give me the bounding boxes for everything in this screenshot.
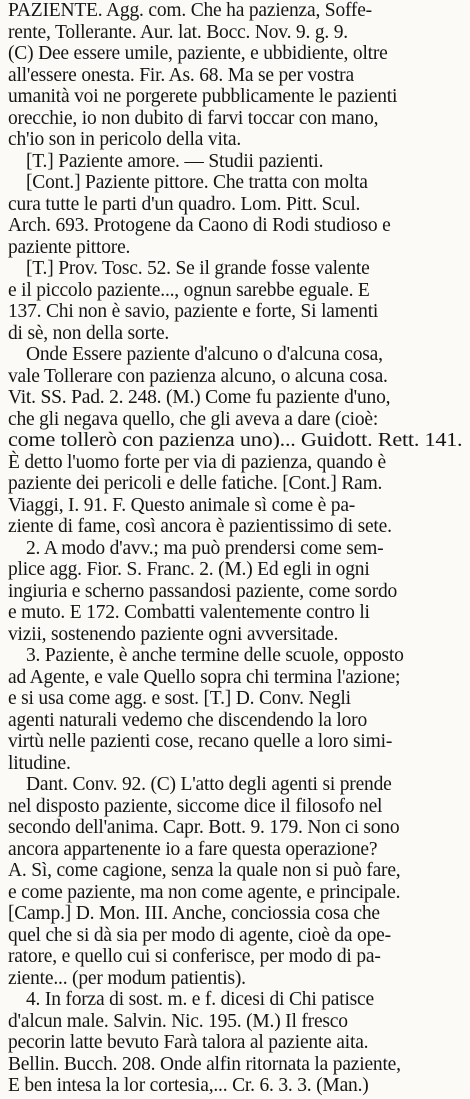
- text-line: ch'io son in pericolo della vita.: [8, 129, 242, 150]
- text-line: Arch. 693. Protogene da Caono di Rodi studioso e: [8, 215, 391, 236]
- text-line: come tollerò con pazienza uno)... Guidott. Rett. 141.: [8, 430, 463, 451]
- text-line: rente, Tollerante. Aur. lat. Bocc. Nov. 9. g. 9.: [8, 21, 348, 43]
- text-line: e muto. E 172. Combatti valentemente contro li: [8, 602, 370, 623]
- text-line: pecorin latte bevuto Farà talora al paziente aita.: [8, 1032, 369, 1053]
- text-line: di sè, non della sorte.: [8, 322, 170, 344]
- text-line: litudine.: [8, 752, 71, 774]
- text-line: che gli negava quello, che gli aveva a dare (cioè:: [8, 408, 379, 430]
- text-line: nel disposto paziente, siccome dice il filosofo nel: [8, 795, 383, 817]
- text-line: e si usa come agg. e sost. [T.] D. Conv. Negli: [8, 688, 351, 709]
- text-line: ad Agente, e vale Quello sopra chi termina l'azione;: [8, 666, 401, 688]
- text-line: E ben intesa la lor cortesia,... Cr. 6. 3. 3. (Man.): [8, 1075, 369, 1096]
- text-line: ziente... (per modum patientis).: [8, 967, 246, 989]
- text-line: paziente dei pericoli e delle fatiche. [Cont.] Ram.: [8, 473, 383, 494]
- text-line: plice agg. Fior. S. Franc. 2. (M.) Ed egli in ogni: [8, 559, 370, 580]
- text-line: [T.] Paziente amore. — Studii pazienti.: [26, 150, 324, 172]
- text-line: [Cont.] Paziente pittore. Che tratta con molta: [26, 172, 368, 193]
- text-line: ingiuria e scherno passandosi paziente, come sordo: [8, 580, 398, 602]
- text-line: (C) Dee essere umile, paziente, e ubbidiente, oltre: [8, 43, 388, 64]
- text-line: A. Sì, come cagione, senza la quale non si può fare,: [8, 860, 401, 881]
- text-line: ziente di fame, così ancora è pazientissimo di sete.: [8, 516, 392, 537]
- text-line: vale Tollerare con pazienza alcuno, o alcuna cosa.: [8, 365, 388, 387]
- text-line: ratore, e quello cui si conferisce, per modo di pa-: [8, 946, 381, 967]
- text-line: e il piccolo paziente..., ognun sarebbe eguale. E: [8, 279, 370, 301]
- text-line: orecchie, io non dubito di farvi toccar con mano,: [8, 107, 379, 129]
- text-line: secondo dell'anima. Capr. Bott. 9. 179. Non ci sono: [8, 817, 400, 838]
- text-line: [Camp.] D. Mon. III. Anche, conciossia cosa che: [8, 903, 380, 924]
- text-line: Viaggi, I. 91. F. Questo animale sì come è pa-: [8, 494, 356, 516]
- text-line: ancora appartenente io a fare questa operazione?: [8, 838, 378, 860]
- text-line: all'essere onesta. Fir. As. 68. Ma se per vostra: [8, 64, 354, 86]
- text-line: Vit. SS. Pad. 2. 248. (M.) Come fu paziente d'uno,: [8, 387, 391, 408]
- text-line: Bellin. Bucch. 208. Onde alfin ritornata la paziente,: [8, 1053, 401, 1075]
- text-line: 2. A modo d'avv.; ma può prendersi come sem-: [26, 537, 384, 559]
- text-line: d'alcun male. Salvin. Nic. 195. (M.) Il fresco: [8, 1010, 348, 1032]
- text-line: 3. Paziente, è anche termine delle scuole, opposto: [26, 645, 404, 666]
- text-line: 137. Chi non è savio, paziente e forte, Si lamenti: [8, 301, 379, 322]
- text-line: Dant. Conv. 92. (C) L'atto degli agenti si prende: [26, 774, 392, 795]
- text-line: Onde Essere paziente d'alcuno o d'alcuna cosa,: [26, 344, 383, 365]
- text-line: agenti naturali vedemo che discendendo la loro: [8, 709, 367, 731]
- text-line: e come paziente, ma non come agente, e principale.: [8, 881, 401, 903]
- text-line: umanità voi ne porgerete pubblicamente le pazienti: [8, 86, 398, 107]
- text-line: cura tutte le parti d'un quadro. Lom. Pitt. Scul.: [8, 193, 361, 215]
- text-line: virtù nelle pazienti cose, recano quelle a loro simi-: [8, 731, 393, 752]
- text-line: paziente pittore.: [8, 236, 131, 258]
- text-line: quel che si dà sia per modo di agente, cioè da ope-: [8, 924, 391, 946]
- text-line: vizii, sostenendo paziente ogni avversitade.: [8, 623, 339, 645]
- text-line: 4. In forza di sost. m. e f. dicesi di Chi patisce: [26, 989, 374, 1010]
- text-line: [T.] Prov. Tosc. 52. Se il grande fosse valente: [26, 258, 370, 279]
- text-line: PAZIENTE. Agg. com. Che ha pazienza, Soffe-: [8, 0, 372, 21]
- text-line: È detto l'uomo forte per via di pazienza, quando è: [8, 451, 386, 473]
